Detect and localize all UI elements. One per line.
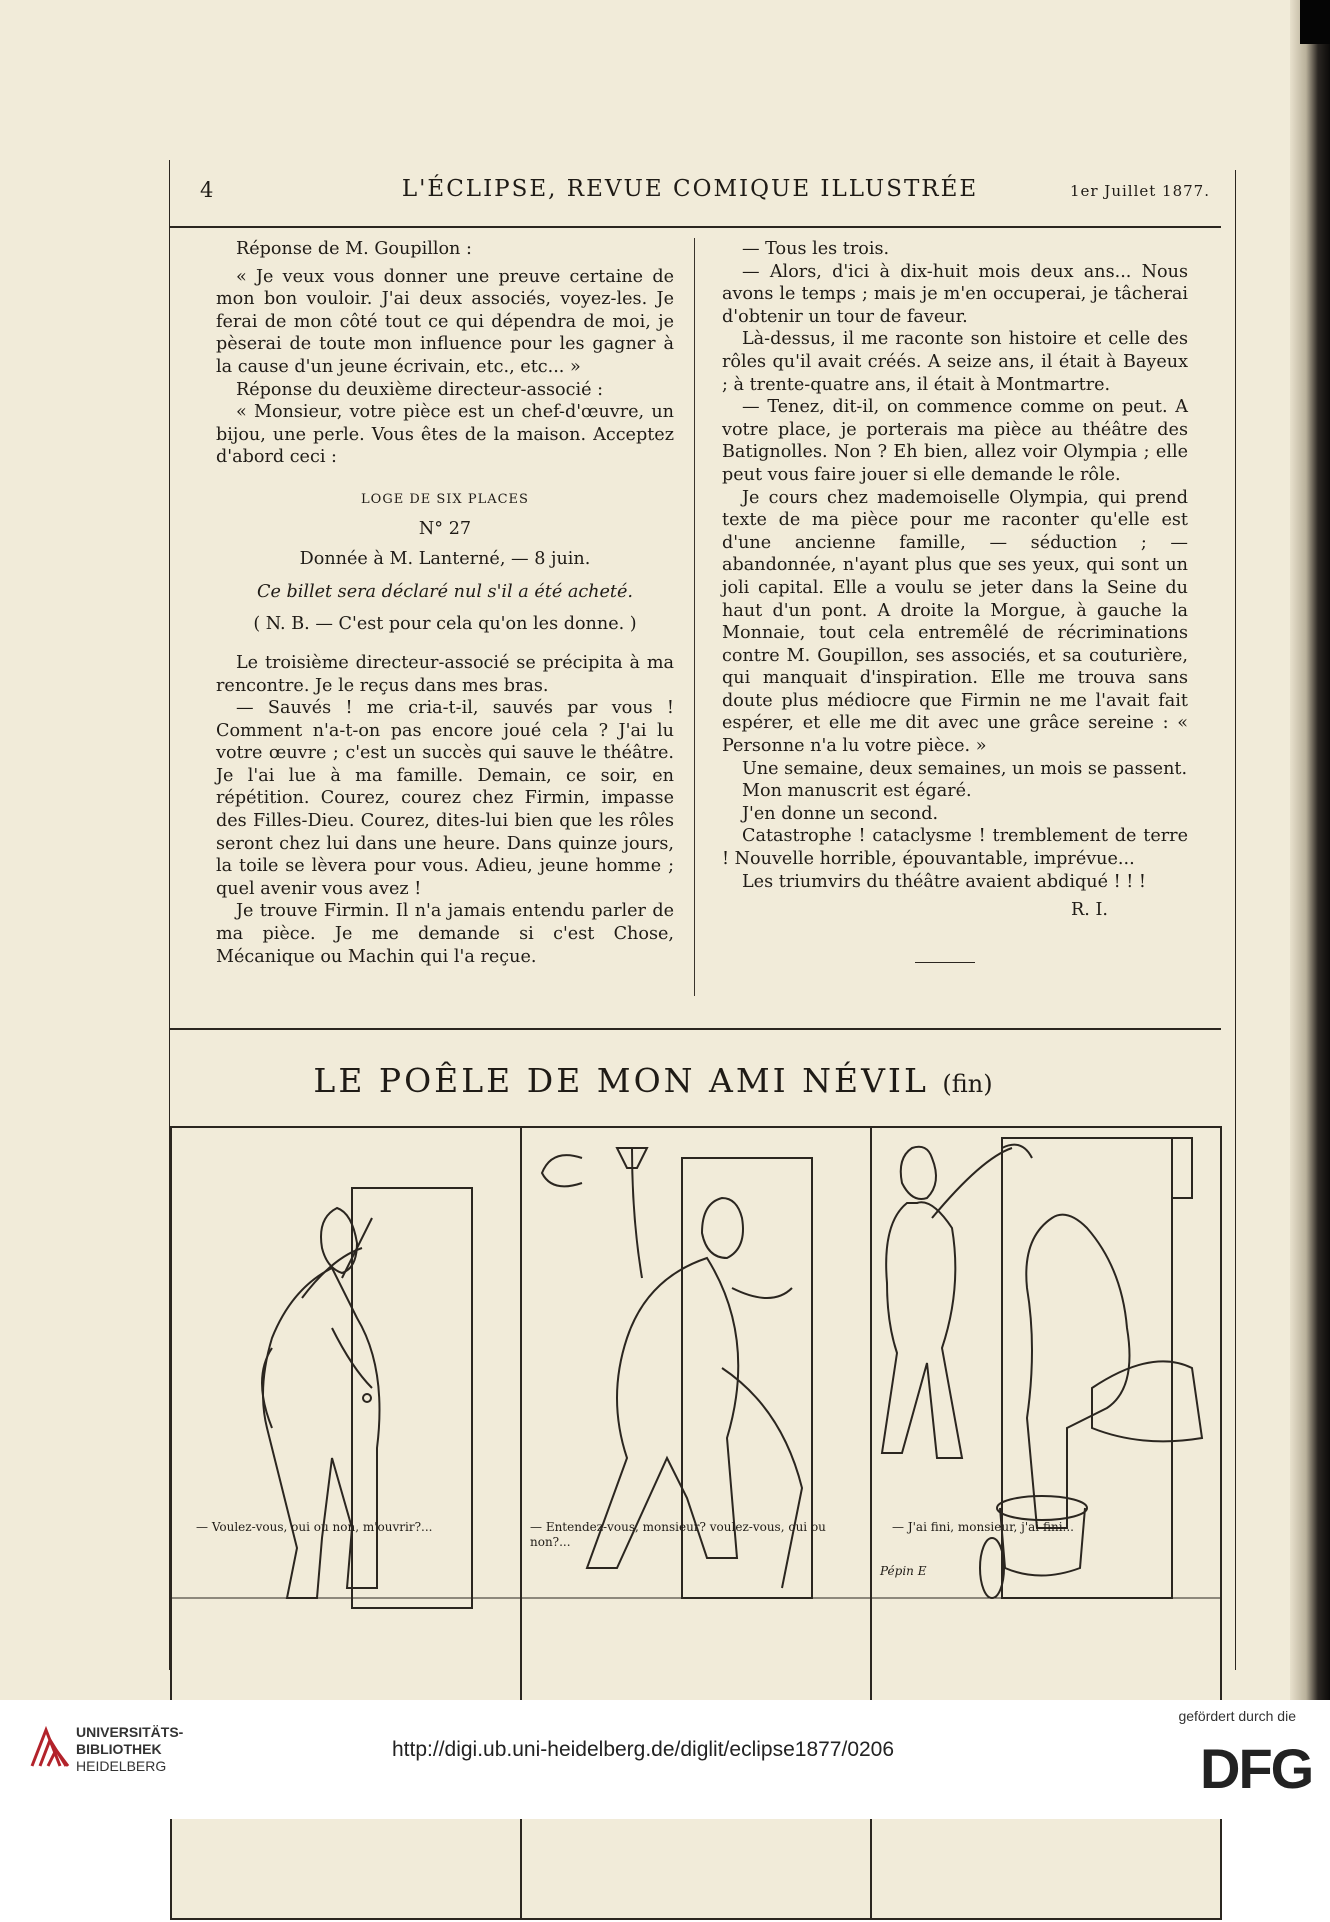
paragraph: — Sauvés ! me cria-t-il, sauvés par vous ! Comment n'a-t-on pas encore joué cela ? J'ai lu votre œuvre ; c'est un succès qui sauve le théâtre. Je l'ai lue à ma famille. Demain, ce soir, en répétition. Courez, courez chez Firmin, impasse des Filles-Dieu. Courez, dites-lui bien que les rôles seront chez lui dans une heure. Dans quinze jours, la toile se lèvera pour vous. Adieu, jeune homme ; quel avenir vous avez ! (216, 698, 674, 899)
comic-title-suffix: (fin) (942, 1070, 993, 1098)
caption-panel-2: — Entendez-vous, monsieur? voulez-vous, oui ou non?... (530, 1520, 826, 1549)
artist-signature: Pépin E (880, 1564, 927, 1578)
library-footer (0, 1700, 1330, 1819)
issue-date: 1er Juillet 1877. (1069, 182, 1210, 200)
ub-logo-icon (28, 1726, 70, 1770)
dfg-logo-text: DFG (1200, 1737, 1313, 1800)
permalink-url[interactable]: http://digi.ub.uni-heidelberg.de/diglit/eclipse1877/0206 (392, 1738, 895, 1761)
ticket-note: Ce billet sera déclaré nul s'il a été acheté. (257, 581, 633, 602)
paragraph: « Monsieur, votre pièce est un chef-d'œuvre, un bijou, une perle. Vous êtes de la maison. Acceptez d'abord ceci : (216, 402, 674, 468)
paragraph: J'en donne un second. (742, 803, 939, 824)
dfg-logo (1198, 1737, 1313, 1800)
ticket-number: N° 27 (418, 518, 472, 539)
library-name-line: UNIVERSITÄTS- (76, 1724, 184, 1740)
paragraph: — Tous les trois. (742, 239, 890, 259)
paragraph: Je trouve Firmin. Il n'a jamais entendu parler de ma pièce. Je me demande si c'est Chose, Mécanique ou Machin qui l'a reçue. (216, 901, 674, 967)
paragraph: Réponse de M. Goupillon : (236, 239, 472, 259)
comic-title-text: LE POÊLE DE MON AMI NÉVIL (313, 1061, 929, 1100)
paragraph: Catastrophe ! cataclysme ! tremblement de terre ! Nouvelle horrible, épouvantable, imprévue... (722, 826, 1188, 870)
paragraph: Les triumvirs du théâtre avaient abdiqué ! ! ! (742, 871, 1146, 892)
paragraph: Là-dessus, il me raconte son histoire et celle des rôles qu'il avait créés. A seize ans, il était à Bayeux ; à trente-quatre ans, il était à Montmartre. (722, 329, 1188, 395)
ticket-given: Donnée à M. Lanterné, — 8 juin. (299, 549, 591, 570)
nota-bene: ( N. B. — C'est pour cela qu'on les donne. ) (253, 614, 637, 635)
paragraph: Je cours chez mademoiselle Olympia, qui prend texte de ma pièce pour me raconter qu'elle est d'une ancienne famille, — séduction ; — abandonnée, n'ayant plus que ses yeux, qui sont un joli capital. Elle a voulu se jeter dans la Seine du haut d'un pont. A droite la Morgue, à gauche la Monnaie, tout cela entremêlé de récriminations contre M. Goupillon, ses associés, et sa couturière, qui manquait d'inspiration. Elle me trouva sans doute plus médiocre que Firmin ne me l'avait fait espérer, et elle me dit avec une grâce sereine : « Personne n'a lu votre pièce. » (722, 487, 1188, 757)
paragraph: « Je veux vous donner une preuve certaine de mon bon vouloir. J'ai deux associés, voyez-les. Je ferai de mon côté tout ce qui dépendra de moi, je pèserai de toute mon influence pour les gagner à la cause d'un jeune écrivain, etc., etc... » (216, 266, 674, 377)
ticket-header: LOGE DE SIX PLACES (361, 491, 529, 507)
paragraph: Une semaine, deux semaines, un mois se passent. (742, 758, 1188, 779)
caption-panel-3: — J'ai fini, monsieur, j'ai fini... (892, 1520, 1074, 1534)
paragraph: Mon manuscrit est égaré. (742, 781, 972, 802)
paragraph: Le troisième directeur-associé se précipita à ma rencontre. Je le reçus dans mes bras. (216, 652, 674, 696)
author-signature: R. I. (1071, 900, 1108, 921)
library-name-line: HEIDELBERG (76, 1758, 167, 1774)
library-name-line: BIBLIOTHEK (76, 1741, 162, 1757)
page-number: 4 (200, 178, 214, 202)
paragraph: — Tenez, dit-il, on commence comme on peut. A votre place, je porterais ma pièce au théâtre des Batignolles. Non ? Eh bien, allez voir Olympia ; elle peut vous faire jouer si elle demande le rôle. (722, 397, 1188, 485)
ub-heidelberg-logo (28, 1726, 70, 1774)
library-name (76, 1724, 183, 1775)
journal-title: L'ÉCLIPSE, REVUE COMIQUE ILLUSTRÉE (401, 176, 979, 202)
caption-panel-1: — Voulez-vous, oui ou non, m'ouvrir?... (196, 1520, 433, 1534)
dfg-logo-icon (1198, 1737, 1313, 1800)
paragraph: — Alors, d'ici à dix-huit mois deux ans... Nous avons le temps ; mais je m'en occuperai, je tâcherai d'obtenir un tour de faveur. (722, 261, 1188, 327)
paragraph: Réponse du deuxième directeur-associé : (236, 379, 604, 400)
funding-note: gefördert durch die (1178, 1708, 1296, 1724)
